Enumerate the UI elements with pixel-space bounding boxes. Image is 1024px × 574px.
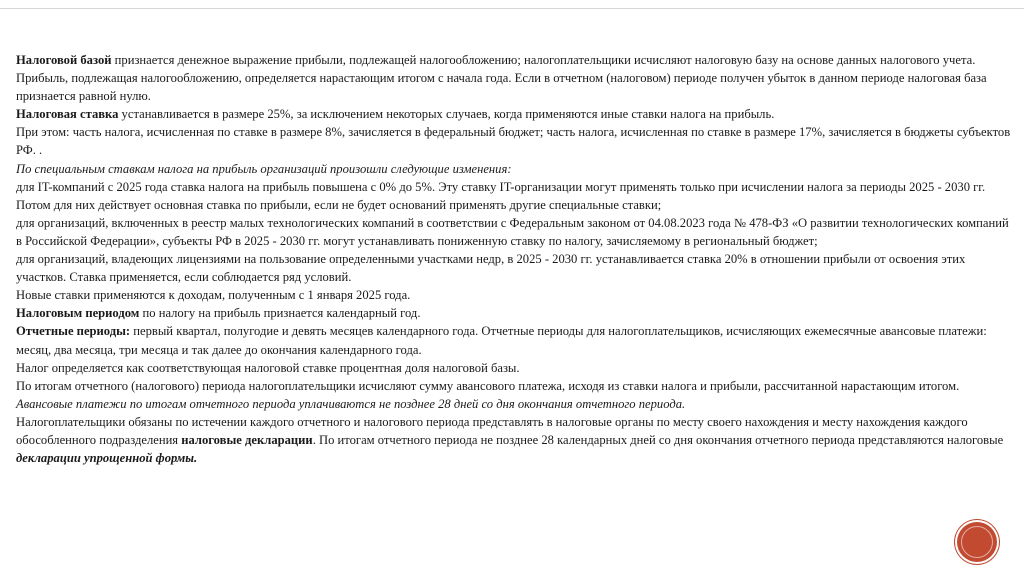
paragraph-declarations: Налогоплательщики обязаны по истечении каждого отчетного и налогового периода представлять в налоговые органы по месту своего нахождения и месту нахождения каждого обособленного подразделения налоговые декларации. По итогам отчетного периода не позднее 28 календарных дней со дня окончания отчетного периода представляются налоговые декларации упрощенной формы. bbox=[16, 414, 1004, 466]
slide-body bbox=[16, 51, 1011, 467]
paragraph-rate-split: При этом: часть налога, исчисленная по ставке в размере 8%, зачисляется в федеральный бюджет; часть налога, исчисленная по ставке в размере 17%, зачисляется в бюджеты субъектов РФ. . bbox=[16, 125, 1011, 158]
circle-button-icon[interactable] bbox=[957, 522, 997, 562]
paragraph-profit: Прибыль, подлежащая налогообложению, определяется нарастающим итогом с начала года. Если в отчетном (налоговом) периоде получен убыток в данном периоде налоговая база признается равной нулю. bbox=[16, 71, 987, 104]
paragraph-subsoil: для организаций, владеющих лицензиями на пользование определенными участками недр, в 2025 - 2030 гг. устанавливается ставка 20% в отношении прибыли от освоения этих участков. Ставка применяется, если соблюдается ряд условий. bbox=[16, 252, 966, 285]
term-tax-base: Налоговой базой bbox=[16, 53, 112, 67]
paragraph-it-companies: для IT-компаний с 2025 года ставка налога на прибыль повышена с 0% до 5%. Эту ставку IT-организации могут применять только при исчислении налога за периоды 2025 - 2030 гг. Потом для них действует основная ставка по прибыли, если не будет оснований применять другие специальные ставки; bbox=[16, 179, 986, 212]
term-simplified-declarations: декларации упрощенной формы. bbox=[16, 451, 198, 466]
term-tax-rate: Налоговая ставка bbox=[16, 107, 119, 122]
term-declarations: налоговые декларации bbox=[181, 432, 313, 447]
paragraph-advance-deadline: Авансовые платежи по итогам отчетного периода уплачиваются не позднее 28 дней со дня окончания отчетного периода. bbox=[16, 396, 686, 411]
paragraph-reporting-periods: Отчетные периоды: первый квартал, полугодие и девять месяцев календарного года. Отчетные периоды для налогоплательщиков, исчисляющих ежемесячные авансовые платежи: месяц, два месяца, три месяца и так далее до окончания календарного года. bbox=[16, 324, 987, 357]
paragraph-tax-base: Налоговой базой признается денежное выражение прибыли, подлежащей налогообложению; налогоплательщики исчисляют налоговую базу на основе данных налогового учета. bbox=[16, 53, 976, 67]
paragraph-tax-period: Налоговым периодом по налогу на прибыль признается календарный год. bbox=[16, 306, 421, 321]
paragraph-special-rates-heading: По специальным ставкам налога на прибыль организаций произошли следующие изменения: bbox=[16, 161, 512, 176]
paragraph-small-tech: для организаций, включенных в реестр малых технологических компаний в соответствии с Федеральным законом от 04.08.2023 года № 478-ФЗ «О развитии технологических компаний в Российской Федерации», субъекты РФ в 2025 - 2030 гг. могут устанавливать пониженную ставку по налогу, зачисляемому в региональный бюджет; bbox=[16, 215, 1009, 248]
term-reporting-periods: Отчетные периоды: bbox=[16, 324, 131, 339]
circle-button-ring bbox=[961, 526, 993, 558]
paragraph-tax-rate: Налоговая ставка устанавливается в размере 25%, за исключением некоторых случаев, когда применяются иные ставки налога на прибыль. bbox=[16, 107, 775, 122]
paragraph-tax-definition: Налог определяется как соответствующая налоговой ставке процентная доля налоговой базы. bbox=[16, 360, 520, 375]
paragraph-advance-calc: По итогам отчетного (налогового) периода налогоплательщики исчисляют сумму авансового платежа, исходя из ставки налога и прибыли, рассчитанной нарастающим итогом. bbox=[16, 378, 960, 393]
top-divider bbox=[0, 8, 1024, 9]
paragraph-new-rates: Новые ставки применяются к доходам, полученным с 1 января 2025 года. bbox=[16, 288, 411, 303]
term-tax-period: Налоговым периодом bbox=[16, 306, 140, 321]
